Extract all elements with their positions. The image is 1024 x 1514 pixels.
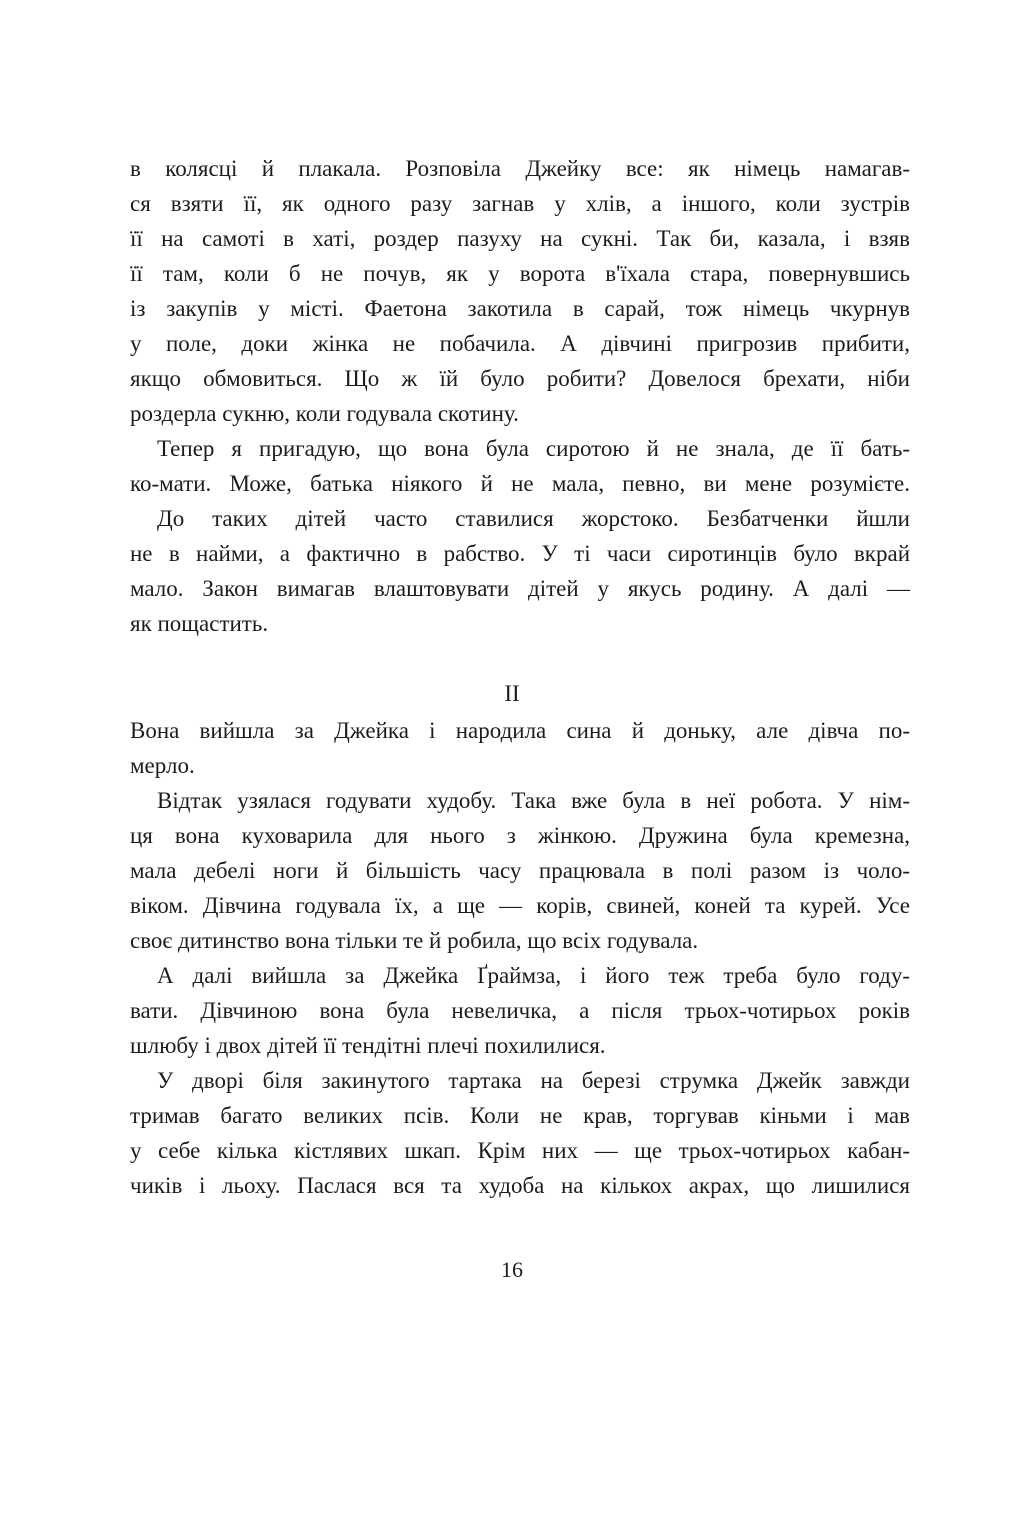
text-line: у поле, доки жінка не побачила. А дівчині пригрозив прибити, [130, 331, 910, 356]
text-line: своє дитинство вона тільки те й робила, що всіх годувала. [130, 928, 699, 953]
text-line: чиків і льоху. Паслася вся та худоба на кількох акрах, що лишилися [130, 1173, 910, 1198]
text-line: мало. Закон вимагав влаштовувати дітей у якусь родину. А далі — [130, 576, 910, 601]
text-line: Відтак узялася годувати худобу. Така вже була в неї робота. У нім- [157, 788, 910, 813]
text-block-2 [130, 713, 910, 1203]
text-line: в колясці й плакала. Розповіла Джейку все: як німець намагав- [130, 156, 910, 181]
text-block-1 [130, 151, 910, 641]
text-line: вати. Дівчиною вона була невеличка, а після трьох-чотирьох років [130, 998, 910, 1023]
text-line: тримав багато великих псів. Коли не крав, торгував кіньми і мав [130, 1103, 910, 1128]
text-line: ся взяти її, як одного разу загнав у хлів, а іншого, коли зустрів [130, 191, 910, 216]
text-line: у себе кілька кістлявих шкап. Крім них — ще трьох-чотирьох кабан- [130, 1138, 910, 1163]
text-line: шлюбу і двох дітей її тендітні плечі похилилися. [130, 1033, 606, 1058]
text-line: ця вона куховарила для нього з жінкою. Дружина була кремезна, [130, 823, 910, 848]
text-line: її на самоті в хаті, роздер пазуху на сукні. Так би, казала, і взяв [130, 226, 910, 251]
text-line: Вона вийшла за Джейка і народила сина й доньку, але дівча по- [130, 718, 910, 743]
text-line: До таких дітей часто ставилися жорстоко. Безбатченки йшли [157, 506, 910, 531]
text-line: ко-мати. Може, батька ніякого й не мала, певно, ви мене розумієте. [130, 471, 910, 496]
text-line: роздерла сукню, коли годувала скотину. [130, 401, 519, 426]
text-line: віком. Дівчина годувала їх, а ще — корів, свиней, коней та курей. Усе [130, 893, 910, 918]
text-line: мала дебелі ноги й більшість часу працювала в полі разом із чоло- [130, 858, 910, 883]
text-line: якщо обмовиться. Що ж їй було робити? Довелося брехати, ніби [130, 366, 910, 391]
text-line: У дворі біля закинутого тартака на березі струмка Джейк завжди [157, 1068, 910, 1093]
text-line: її там, коли б не почув, як у ворота в'їхала стара, повернувшись [130, 261, 910, 286]
section-heading: II [504, 681, 520, 706]
text-line: із закупів у місті. Фаетона закотила в сарай, тож німець чкурнув [130, 296, 910, 321]
text-line: як пощастить. [130, 611, 269, 636]
text-line: А далі вийшла за Джейка Ґраймза, і його теж треба було году- [157, 963, 910, 988]
page-number: 16 [501, 1257, 523, 1282]
text-line: Тепер я пригадую, що вона була сиротою й не знала, де її бать- [157, 436, 910, 461]
text-line: мерло. [130, 753, 195, 778]
text-line: не в найми, а фактично в рабство. У ті часи сиротинців було вкрай [130, 541, 910, 566]
